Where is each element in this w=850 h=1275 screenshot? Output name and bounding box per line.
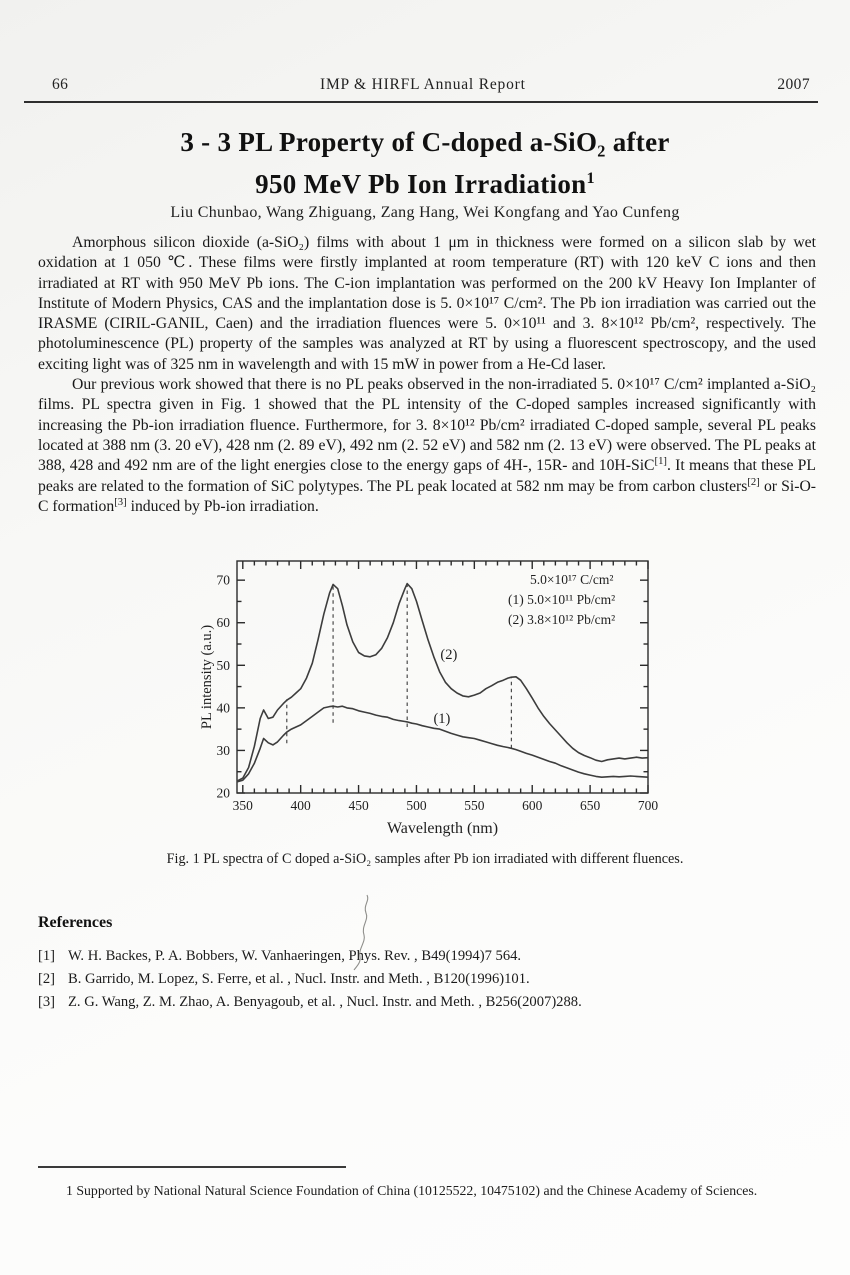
chart-tick-labels — [217, 573, 659, 813]
footnote-rule — [38, 1166, 346, 1168]
svg-text:350: 350 — [232, 798, 253, 813]
pl-spectra-chart — [200, 556, 665, 846]
article-title-line1: 3 - 3 PL Property of C-doped a-SiO₂ after — [180, 127, 670, 157]
references-list — [38, 945, 798, 1014]
svg-text:50: 50 — [216, 657, 230, 673]
peak-marker-lines — [287, 584, 512, 749]
svg-text:(2) 3.8×10¹² Pb/cm²: (2) 3.8×10¹² Pb/cm² — [508, 612, 616, 627]
references-heading: References — [38, 914, 113, 931]
article-title — [60, 124, 790, 202]
svg-text:30: 30 — [216, 742, 230, 758]
reference-text: Z. G. Wang, Z. M. Zhao, A. Benyagoub, et al. , Nucl. Instr. and Meth. , B256(2007)288. — [68, 994, 582, 1010]
reference-marker: [1] — [38, 948, 56, 964]
svg-text:550: 550 — [464, 798, 485, 813]
svg-text:20: 20 — [216, 785, 230, 801]
reference-item — [38, 968, 798, 991]
page-number: 66 — [52, 76, 69, 93]
figure-1-chart — [200, 556, 665, 846]
svg-text:60: 60 — [216, 615, 230, 631]
header-rule — [24, 101, 818, 103]
journal-title: IMP & HIRFL Annual Report — [319, 76, 526, 93]
svg-text:400: 400 — [290, 798, 311, 813]
svg-text:650: 650 — [579, 798, 601, 813]
article-body — [38, 233, 816, 517]
svg-text:500: 500 — [406, 798, 427, 813]
curve-label-1: (1) — [433, 710, 451, 727]
svg-text:450: 450 — [348, 798, 369, 813]
svg-text:(1) 5.0×10¹¹ Pb/cm²: (1) 5.0×10¹¹ Pb/cm² — [508, 592, 616, 607]
footnote: 1 Supported by National Natural Science Foundation of China (10125522, 10475102) and the Chinese Academy of Sciences. — [66, 1183, 758, 1198]
reference-text: B. Garrido, M. Lopez, S. Ferre, et al. , Nucl. Instr. and Meth. , B120(1996)101. — [68, 971, 530, 987]
reference-marker: [2] — [38, 971, 56, 987]
svg-text:70: 70 — [216, 572, 230, 588]
reference-item — [38, 945, 798, 968]
scan-artifact — [347, 893, 383, 971]
svg-text:600: 600 — [522, 798, 543, 813]
curve-label-2: (2) — [440, 646, 458, 663]
reference-marker: [3] — [38, 994, 56, 1010]
svg-text:40: 40 — [216, 700, 230, 716]
paragraph-2: Our previous work showed that there is no PL peaks observed in the non-irradiated 5. 0×10¹⁷ C/cm² implanted a-SiO₂ films. PL spectra given in Fig. 1 showed that the PL intensity of the C-doped samples increased significantly with increasing the Pb-ion irradiation fluence. Furthermore, for 3. 8×10¹² Pb/cm² irradiated C-doped sample, several PL peaks located at 388 nm (3. 20 eV), 428 nm (2. 89 eV), 492 nm (2. 52 eV) and 582 nm (2. 13 eV) were observed. The PL peaks at 388, 428 and 492 nm are of the light energies close to the energy gaps of 4H-, 15R- and 10H-SiC[1]. It means that these PL peaks are related to the formation of SiC polytypes. The PL peak located at 582 nm may be from carbon clusters[2] or Si-O-C formation[3] induced by Pb-ion irradiation. — [38, 376, 816, 515]
authors-line: Liu Chunbao, Wang Zhiguang, Zang Hang, Wei Kongfang and Yao Cunfeng — [170, 204, 680, 221]
reference-text: W. H. Backes, P. A. Bobbers, W. Vanhaeringen, Phys. Rev. , B49(1994)7 564. — [68, 948, 522, 964]
y-axis-label: PL intensity (a.u.) — [200, 624, 215, 730]
page-header — [52, 76, 810, 94]
article-title-line2: 950 MeV Pb Ion Irradiation$^1$ — [255, 169, 595, 199]
reference-item — [38, 991, 798, 1014]
x-axis-label: Wavelength (nm) — [386, 820, 499, 837]
svg-text:5.0×10¹⁷ C/cm²: 5.0×10¹⁷ C/cm² — [530, 572, 614, 587]
svg-text:700: 700 — [637, 798, 659, 813]
paragraph-1: Amorphous silicon dioxide (a-SiO₂) films with about 1 μm in thickness were formed on a silicon slab by wet oxidation at 1 050 ℃. These films were firstly implanted at room temperature (RT) with 120 keV C ions and then irradiated at RT with 950 MeV Pb ions. The C-ion implantation was performed on the 200 kV Heavy Ion Implanter of Institute of Modern Physics, CAS and the implantation dose is 5. 0×10¹⁷ C/cm². The Pb ion irradiation was carried out the IRASME (CIRIL-GANIL, Caen) and the irradiation fluences were 5. 0×10¹¹ and 3. 8×10¹² Pb/cm², respectively. The photoluminescence (PL) property of the samples was analyzed at RT by using a fluorescent spectroscopy, and the used exciting light was of 325 nm in wavelength and with 15 mW in power from a He-Cd laser. — [38, 234, 816, 373]
chart-legend — [508, 572, 615, 627]
figure-caption: Fig. 1 PL spectra of C doped a-SiO₂ samples after Pb ion irradiated with different fluences. — [166, 851, 684, 867]
journal-year: 2007 — [777, 76, 810, 93]
